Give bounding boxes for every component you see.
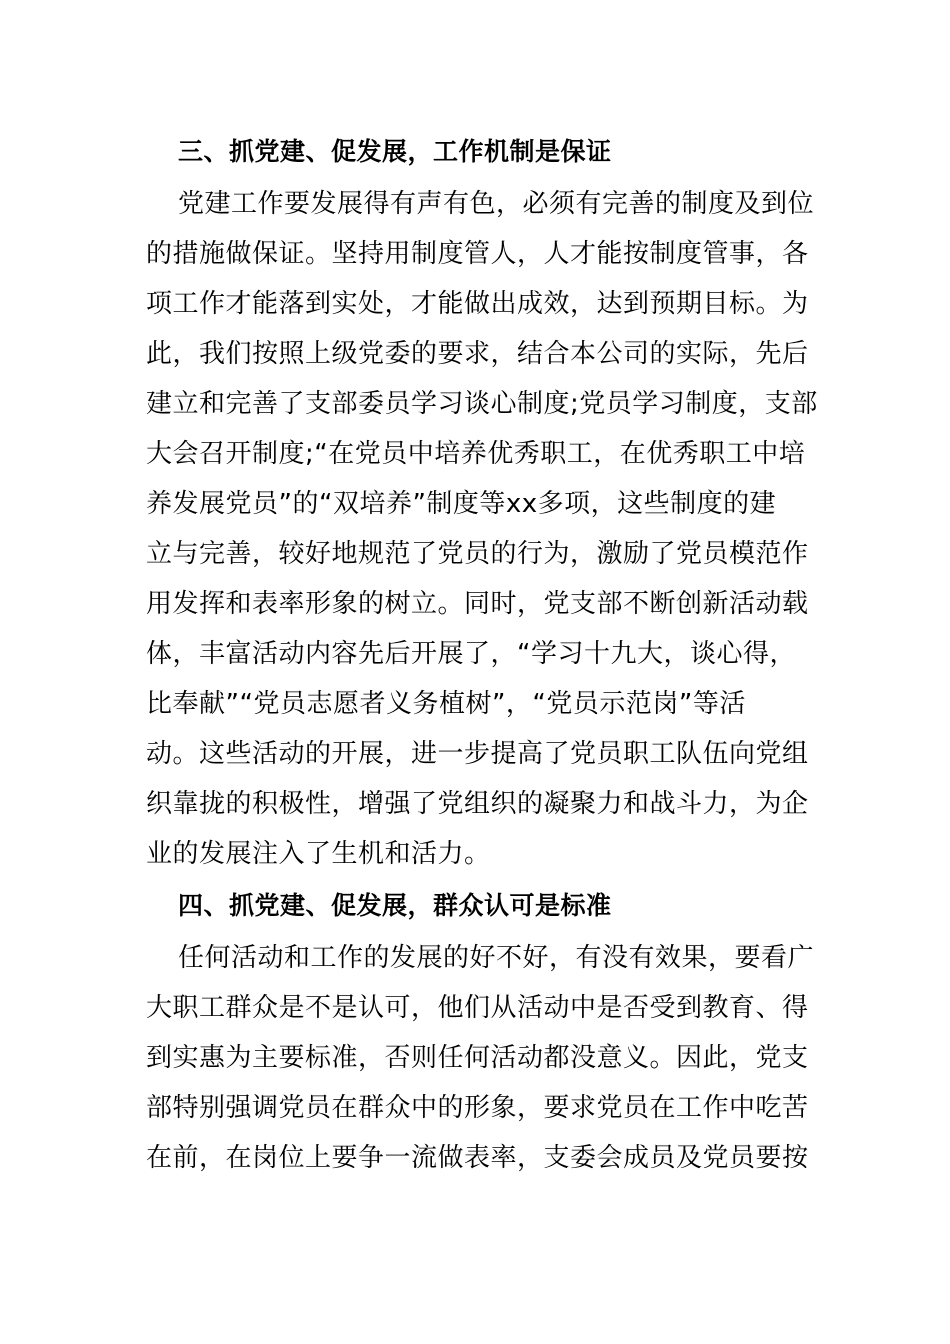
paragraph-line: 动。这些活动的开展，进一步提高了党员职工队伍向党组 <box>146 739 809 769</box>
paragraph-line: 用发挥和表率形象的树立。同时，党支部不断创新活动载 <box>146 589 809 619</box>
paragraph-line: 建立和完善了支部委员学习谈心制度;党员学习制度，支部 <box>146 389 818 419</box>
paragraph-line: 大职工群众是不是认可，他们从活动中是否受到教育、得 <box>146 993 809 1023</box>
section-3-heading: 三、抓党建、促发展，工作机制是保证 <box>178 137 612 166</box>
paragraph-line: 比奉献”“党员志愿者义务植树”，“党员示范岗”等活 <box>146 689 746 719</box>
paragraph-line: 任何活动和工作的发展的好不好，有没有效果，要看广 <box>178 943 815 973</box>
paragraph-line: 党建工作要发展得有声有色，必须有完善的制度及到位 <box>178 189 815 219</box>
paragraph-line: 的措施做保证。坚持用制度管人，人才能按制度管事，各 <box>146 239 809 269</box>
paragraph-line: 部特别强调党员在群众中的形象，要求党员在工作中吃苦 <box>146 1093 809 1123</box>
paragraph-line: 体，丰富活动内容先后开展了，“学习十九大，谈心得， <box>146 639 796 669</box>
paragraph-line: 此，我们按照上级党委的要求，结合本公司的实际，先后 <box>146 339 809 369</box>
paragraph-line: 织靠拢的积极性，增强了党组织的凝聚力和战斗力，为企 <box>146 789 809 819</box>
paragraph-line: 到实惠为主要标准，否则任何活动都没意义。因此，党支 <box>146 1043 809 1073</box>
paragraph-line: 立与完善，较好地规范了党员的行为，激励了党员模范作 <box>146 539 809 569</box>
paragraph-line: 在前，在岗位上要争一流做表率，支委会成员及党员要按 <box>146 1143 809 1173</box>
paragraph-line: 养发展党员”的“双培养”制度等xx多项，这些制度的建 <box>146 489 777 519</box>
paragraph-line: 业的发展注入了生机和活力。 <box>146 839 491 869</box>
section-4-heading: 四、抓党建、促发展，群众认可是标准 <box>178 891 612 920</box>
paragraph-line: 项工作才能落到实处，才能做出成效，达到预期目标。为 <box>146 289 809 319</box>
paragraph-line: 大会召开制度;“在党员中培养优秀职工，在优秀职工中培 <box>146 439 806 469</box>
